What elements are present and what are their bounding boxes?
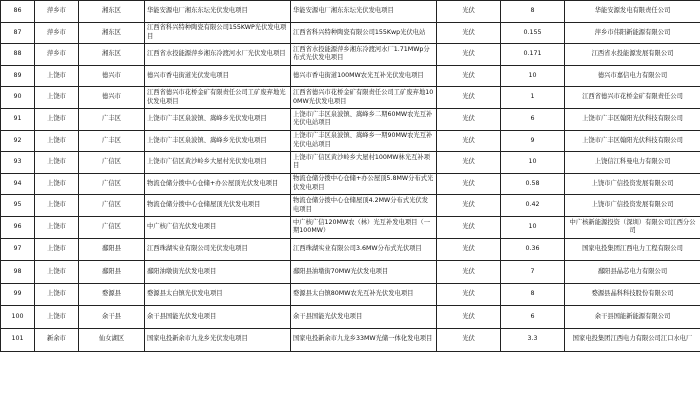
unit-name-cell: 江西省德兴市花桥金矿有限责任公司工矿废弃地光伏发电项目 (145, 87, 291, 109)
city-cell: 萍乡市 (35, 44, 79, 66)
row-number-cell: 88 (1, 44, 35, 66)
unit-name-cell: 上饶市广丰区泉波镇、嵩峰乡光伏发电项目 (145, 108, 291, 130)
energy-type-cell: 光伏 (437, 87, 501, 109)
table-row (1, 306, 700, 329)
company-cell: 国家电投集团江西电力有限公司江口水电厂 (565, 328, 700, 351)
row-number-cell: 96 (1, 216, 35, 238)
county-cell: 广信区 (79, 173, 145, 195)
table-row (1, 328, 700, 351)
row-number-cell: 89 (1, 65, 35, 87)
table-row (1, 65, 700, 87)
capacity-cell: 0.36 (501, 238, 565, 261)
unit-name-cell: 上饶市广信区黄沙岭乡大屋村光伏发电项目 (145, 152, 291, 174)
project-name-cell: 德兴市香屯街道100MW农光互补光伏发电项目 (291, 65, 437, 87)
capacity-cell: 8 (501, 1, 565, 23)
city-cell: 上饶市 (35, 65, 79, 87)
county-cell: 余干县 (79, 306, 145, 329)
row-number-cell: 94 (1, 173, 35, 195)
row-number-cell: 99 (1, 283, 35, 306)
energy-type-cell: 光伏 (437, 173, 501, 195)
project-name-cell: 上饶市广丰区泉波镇、嵩峰乡一期90MW农光互补光伏电站项目 (291, 130, 437, 152)
project-name-cell: 江西珠湖实业有限公司3.6MW分布式光伏项目 (291, 238, 437, 261)
county-cell: 婺源县 (79, 283, 145, 306)
energy-type-cell: 光伏 (437, 261, 501, 284)
unit-name-cell: 江西珠湖实业有限公司光伏发电项目 (145, 238, 291, 261)
county-cell: 湘东区 (79, 1, 145, 23)
company-cell: 上饶市广丰区翰阳光伏科技有限公司 (565, 130, 700, 152)
table-row (1, 44, 700, 66)
company-cell: 上饶信江科曼电力有限公司 (565, 152, 700, 174)
project-name-cell: 国家电投新余市九龙乡33MW光储一体化发电项目 (291, 328, 437, 351)
capacity-cell: 0.171 (501, 44, 565, 66)
unit-name-cell: 国家电投新余市九龙乡光伏发电项目 (145, 328, 291, 351)
capacity-cell: 10 (501, 152, 565, 174)
capacity-cell: 10 (501, 216, 565, 238)
city-cell: 上饶市 (35, 216, 79, 238)
project-name-cell: 鄱阳县油墩街70MW光伏发电项目 (291, 261, 437, 284)
capacity-cell: 3.3 (501, 328, 565, 351)
table-row (1, 87, 700, 109)
unit-name-cell: 鄱阳油墩街光伏发电项目 (145, 261, 291, 284)
table-row (1, 216, 700, 238)
row-number-cell: 98 (1, 261, 35, 284)
county-cell: 德兴市 (79, 87, 145, 109)
row-number-cell: 87 (1, 22, 35, 44)
unit-name-cell: 华能安源电厂湘东东坛光伏发电项目 (145, 1, 291, 23)
energy-type-cell: 光伏 (437, 22, 501, 44)
county-cell: 德兴市 (79, 65, 145, 87)
city-cell: 新余市 (35, 328, 79, 351)
project-name-cell: 婺源县太白镇80MW农光互补光伏发电项目 (291, 283, 437, 306)
capacity-cell: 0.42 (501, 195, 565, 217)
table-row (1, 261, 700, 284)
company-cell: 德兴市嘉信电力有限公司 (565, 65, 700, 87)
county-cell: 广信区 (79, 152, 145, 174)
city-cell: 上饶市 (35, 130, 79, 152)
company-cell: 江西省水投能源发展有限公司 (565, 44, 700, 66)
city-cell: 上饶市 (35, 173, 79, 195)
county-cell: 广丰区 (79, 130, 145, 152)
energy-type-cell: 光伏 (437, 44, 501, 66)
company-cell: 国家电投集团江西电力工程有限公司 (565, 238, 700, 261)
city-cell: 上饶市 (35, 306, 79, 329)
county-cell: 鄱阳县 (79, 238, 145, 261)
unit-name-cell: 婺源县太白镇光伏发电项目 (145, 283, 291, 306)
company-cell: 上饶市广信投资发展有限公司 (565, 195, 700, 217)
city-cell: 萍乡市 (35, 1, 79, 23)
capacity-cell: 0.155 (501, 22, 565, 44)
capacity-cell: 9 (501, 130, 565, 152)
county-cell: 广信区 (79, 195, 145, 217)
capacity-cell: 6 (501, 306, 565, 329)
energy-type-cell: 光伏 (437, 283, 501, 306)
unit-name-cell: 江西省科兴特种陶瓷有限公司155KWP光伏发电项目 (145, 22, 291, 44)
energy-type-cell: 光伏 (437, 1, 501, 23)
project-name-cell: 江西省德兴市花桥金矿有限责任公司工矿废弃地100MW光伏发电项目 (291, 87, 437, 109)
project-name-cell: 上饶市广丰区泉波镇、嵩峰乡二期60MW农光互补光伏电站项目 (291, 108, 437, 130)
city-cell: 上饶市 (35, 108, 79, 130)
energy-type-cell: 光伏 (437, 306, 501, 329)
project-name-cell: 江西省科兴特种陶瓷有限公司155Kwp光伏电站 (291, 22, 437, 44)
row-number-cell: 100 (1, 306, 35, 329)
city-cell: 上饶市 (35, 87, 79, 109)
energy-type-cell: 光伏 (437, 108, 501, 130)
county-cell: 仙女湖区 (79, 328, 145, 351)
company-cell: 婺源县晶科科技股份有限公司 (565, 283, 700, 306)
project-name-cell: 江西省水投能源萍乡湘东冷渡河水厂1.71MWp分布式光伏发电项目 (291, 44, 437, 66)
company-cell: 上饶市广丰区翰阳光伏科技有限公司 (565, 108, 700, 130)
county-cell: 湘东区 (79, 44, 145, 66)
energy-type-cell: 光伏 (437, 195, 501, 217)
energy-type-cell: 光伏 (437, 65, 501, 87)
capacity-cell: 1 (501, 87, 565, 109)
unit-name-cell: 江西省水投能源萍乡湘东冷渡河水厂光伏发电项目 (145, 44, 291, 66)
capacity-cell: 8 (501, 283, 565, 306)
energy-type-cell: 光伏 (437, 238, 501, 261)
energy-type-cell: 光伏 (437, 152, 501, 174)
company-cell: 萍乡市伟阳新能源有限公司 (565, 22, 700, 44)
project-name-cell: 余干县国能光伏发电项目 (291, 306, 437, 329)
table-row (1, 195, 700, 217)
row-number-cell: 86 (1, 1, 35, 23)
table-row (1, 130, 700, 152)
city-cell: 上饶市 (35, 195, 79, 217)
row-number-cell: 91 (1, 108, 35, 130)
county-cell: 广信区 (79, 216, 145, 238)
project-name-cell: 上饶市广信区黄沙岭乡大屋村100MW林光互补项目 (291, 152, 437, 174)
project-name-cell: 物流仓储分拨中心仓储+办公屋顶5.8MW分布式光伏发电项目 (291, 173, 437, 195)
company-cell: 上饶市广信投资发展有限公司 (565, 173, 700, 195)
energy-type-cell: 光伏 (437, 216, 501, 238)
energy-type-cell: 光伏 (437, 130, 501, 152)
city-cell: 上饶市 (35, 283, 79, 306)
capacity-cell: 10 (501, 65, 565, 87)
unit-name-cell: 上饶市广丰区泉波镇、嵩峰乡光伏发电项目 (145, 130, 291, 152)
row-number-cell: 97 (1, 238, 35, 261)
city-cell: 萍乡市 (35, 22, 79, 44)
table-row (1, 173, 700, 195)
table-row (1, 1, 700, 23)
project-name-cell: 中广核广信120MW农（林）光互补发电项目（一期100MW） (291, 216, 437, 238)
project-name-cell: 华能安源电厂湘东东坛光伏发电项目 (291, 1, 437, 23)
table-row (1, 238, 700, 261)
project-name-cell: 物流仓储分拨中心仓储屋顶4.2MW分布式光伏发电项目 (291, 195, 437, 217)
row-number-cell: 93 (1, 152, 35, 174)
unit-name-cell: 余干县国能光伏发电项目 (145, 306, 291, 329)
city-cell: 上饶市 (35, 238, 79, 261)
county-cell: 鄱阳县 (79, 261, 145, 284)
company-cell: 华能安源发电有限责任公司 (565, 1, 700, 23)
company-cell: 中广核新能源投资（深圳）有限公司江西分公司 (565, 216, 700, 238)
unit-name-cell: 中广核广信光伏发电项目 (145, 216, 291, 238)
row-number-cell: 95 (1, 195, 35, 217)
county-cell: 湘东区 (79, 22, 145, 44)
row-number-cell: 101 (1, 328, 35, 351)
table-row (1, 108, 700, 130)
county-cell: 广丰区 (79, 108, 145, 130)
energy-type-cell: 光伏 (437, 328, 501, 351)
company-cell: 江西省德兴市花桥金矿有限责任公司 (565, 87, 700, 109)
city-cell: 上饶市 (35, 261, 79, 284)
unit-name-cell: 德兴市香屯街道光伏发电项目 (145, 65, 291, 87)
capacity-cell: 7 (501, 261, 565, 284)
company-cell: 余干县国能新能源有限公司 (565, 306, 700, 329)
table-row (1, 152, 700, 174)
table-row (1, 283, 700, 306)
table-row (1, 22, 700, 44)
unit-name-cell: 物流仓储分拨中心仓储屋顶光伏发电项目 (145, 195, 291, 217)
company-cell: 鄱阳县晶芯电力有限公司 (565, 261, 700, 284)
capacity-cell: 6 (501, 108, 565, 130)
city-cell: 上饶市 (35, 152, 79, 174)
capacity-cell: 0.58 (501, 173, 565, 195)
unit-name-cell: 物流仓储分拨中心仓储+办公屋顶光伏发电项目 (145, 173, 291, 195)
row-number-cell: 90 (1, 87, 35, 109)
row-number-cell: 92 (1, 130, 35, 152)
